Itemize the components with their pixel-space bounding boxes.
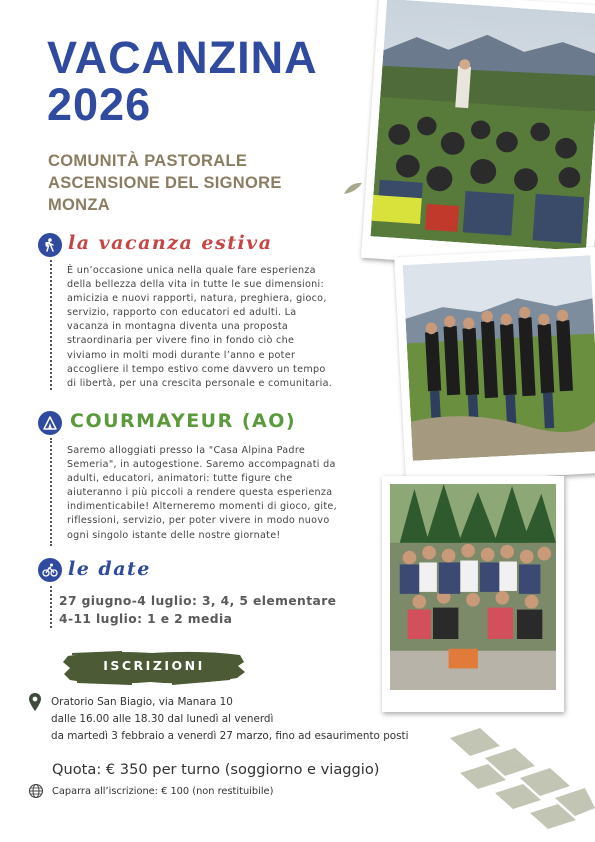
- hiker-icon: [38, 233, 62, 257]
- text-line: È un’occasione unica nella quale fare esperienza: [67, 265, 316, 276]
- location-pin-icon: [28, 692, 42, 712]
- iscrizioni-label: ISCRIZIONI: [103, 658, 205, 673]
- subtitle-line-3: MONZA: [48, 196, 110, 214]
- text-line: ogni singolo istante delle nostre giornate!: [67, 529, 281, 541]
- text-line: accogliere il tempo estivo come davvero un tempo: [67, 363, 326, 375]
- section-title-vacanza: la vacanza estiva: [68, 232, 273, 254]
- photo-group-field: [394, 247, 595, 483]
- leaf-decoration-icon: [342, 180, 364, 198]
- text-line: Saremo alloggiati presso la "Casa Alpina Padre: [67, 445, 306, 456]
- photo-group-mountain-prayer: [361, 0, 595, 274]
- dotted-divider: [50, 438, 52, 546]
- tire-tracks-decoration: [440, 718, 595, 842]
- title-line-1: VACANZINA: [47, 32, 318, 83]
- section-title-courmayeur: COURMAYEUR (AO): [70, 410, 297, 432]
- text-line: della bellezza della vita in tutte le sue dimensioni:: [67, 279, 325, 291]
- quota-text: Quota: € 350 per turno (soggiorno e viaggio): [52, 761, 380, 778]
- text-line: viviamo in molti modi durante l’anno e poter: [67, 349, 296, 361]
- section-title-date: le date: [68, 558, 151, 580]
- text-line: servizio, rapporto con educatori ed adulti. La: [67, 307, 297, 319]
- text-line: amicizia e nuovi rapporti, natura, preghiera, gioco,: [67, 293, 327, 305]
- info-line: dalle 16.00 alle 18.30 dal lunedì al venerdì: [51, 713, 274, 725]
- dotted-divider: [50, 586, 52, 628]
- title-line-2: 2026: [47, 79, 152, 130]
- text-line: di libertà, per una crescita personale e comunitaria.: [67, 377, 333, 389]
- caparra-text: Caparra all’iscrizione: € 100 (non restituibile): [52, 786, 274, 797]
- subtitle-line-1: COMUNITÀ PASTORALE: [48, 152, 248, 170]
- date-line: 27 giugno-4 luglio: 3, 4, 5 elementare: [59, 594, 337, 608]
- text-line: straordinaria per vivere fino in fondo ciò che: [67, 335, 295, 347]
- tent-icon: [38, 411, 62, 435]
- section-text-courmayeur: [67, 444, 337, 543]
- date-line: 4-11 luglio: 1 e 2 media: [59, 612, 233, 626]
- dates-list: [59, 592, 336, 628]
- text-line: adulti, educatori, animatori: tutte figure che: [67, 473, 293, 485]
- dotted-divider: [50, 260, 52, 390]
- info-line: da martedì 3 febbraio a venerdì 27 marzo, fino ad esaurimento posti: [51, 730, 409, 742]
- iscrizioni-info: [51, 694, 409, 745]
- text-line: Semeria", in autogestione. Saremo accompagnati da: [67, 459, 336, 471]
- text-line: aiuteranno i più piccoli a rendere questa esperienza: [67, 487, 333, 499]
- section-text-vacanza: [67, 264, 332, 391]
- organization-name: [48, 150, 282, 216]
- globe-icon: [28, 783, 44, 799]
- text-line: riflessioni, servizio, per poter vivere in modo nuovo: [67, 515, 330, 527]
- page-title: [47, 34, 318, 128]
- cyclist-icon: [38, 558, 62, 582]
- photo-group-forest: [382, 476, 564, 712]
- subtitle-line-2: ASCENSIONE DEL SIGNORE: [48, 174, 282, 192]
- text-line: indimenticabile! Alterneremo momenti di gioco, gite,: [67, 501, 337, 513]
- info-line: Oratorio San Biagio, via Manara 10: [51, 696, 233, 708]
- text-line: vacanza in montagna diventa una proposta: [67, 321, 289, 333]
